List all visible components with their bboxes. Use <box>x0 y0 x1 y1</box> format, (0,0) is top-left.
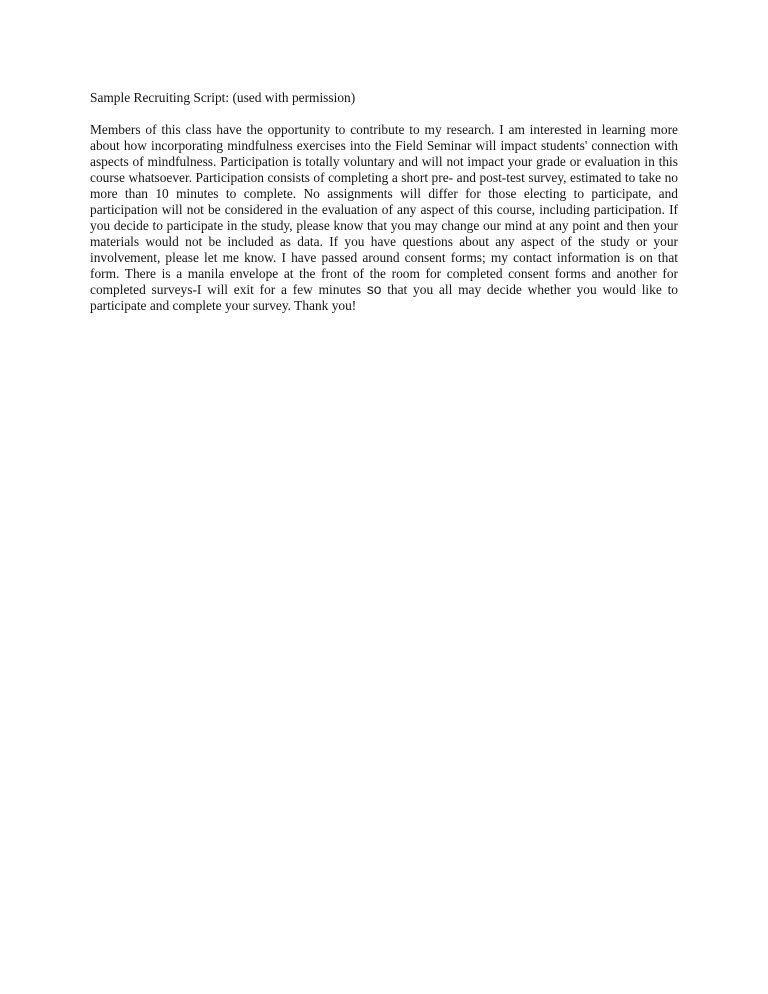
paragraph-text-before-so: Members of this class have the opportunity to contribute to my research. I am interested in learning more about how incorporating mindfulness exercises into the Field Seminar will impact students' connection with aspects of mindfulness. Participation is totally voluntary and will not impact your grade or evaluation in this course whatsoever. Participation consists of completing a short pre- and post-test survey, estimated to take no more than 10 minutes to complete. No assignments will differ for those electing to participate, and participation will not be considered in the evaluation of any aspect of this course, including participation. If you decide to participate in the study, please know that you may change our mind at any point and then your materials would not be included as data. If you have questions about any aspect of the study or your involvement, please let me know. I have passed around consent forms; my contact information is on that form. There is a manila envelope at the front of the room for completed consent forms and another for completed surveys-I will exit for a few minutes <box>90 122 678 297</box>
paragraph-word-so: so <box>366 282 382 297</box>
paragraph-text-after-so: that you all may decide whether you would like to participate and complete your survey. Thank you! <box>90 282 678 313</box>
recruiting-script-paragraph <box>90 122 678 314</box>
document-title: Sample Recruiting Script: (used with permission) <box>90 90 356 105</box>
document-content <box>90 90 678 314</box>
